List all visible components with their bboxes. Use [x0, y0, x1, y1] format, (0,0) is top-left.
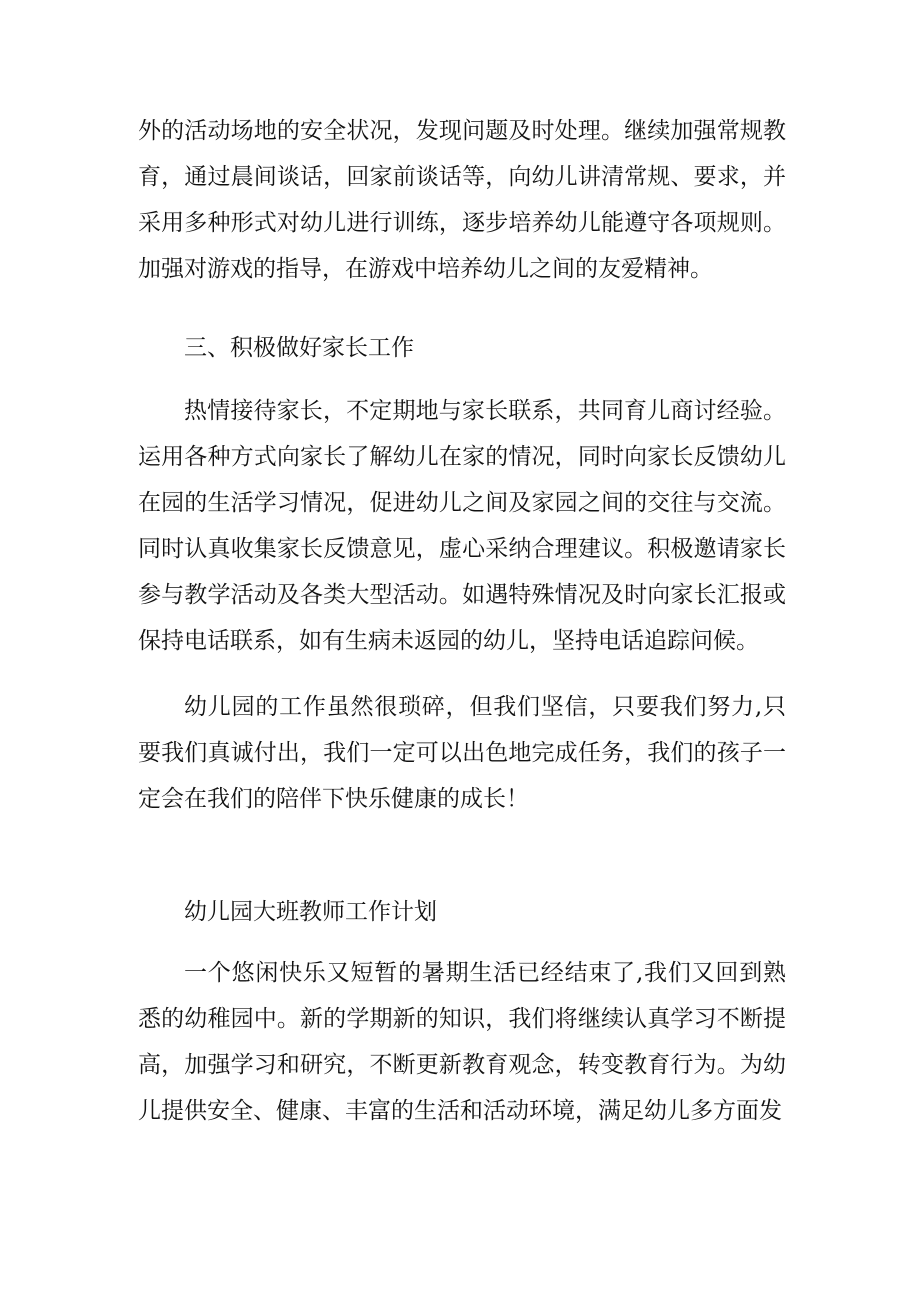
paragraph-plan-intro: 一个悠闲快乐又短暂的暑期生活已经结束了,我们又回到熟悉的幼稚园中。新的学期新的知识，我们将继续认真学习不断提高，加强学习和研究，不断更新教育观念，转变教育行为。为幼儿提供安全、健康、丰富的生活和活动环境，满足幼儿多方面发	[138, 960, 786, 1124]
section-heading-parent-work: 三、积极做好家长工作	[184, 335, 414, 361]
paragraph-safety-routine: 外的活动场地的安全状况，发现问题及时处理。继续加强常规教育，通过晨间谈话，回家前谈话等，向幼儿讲清常规、要求，并采用多种形式对幼儿进行训练，逐步培养幼儿能遵守各项规则。加强对游戏的指导，在游戏中培养幼儿之间的友爱精神。	[138, 118, 786, 282]
document-title-plan: 幼儿园大班教师工作计划	[184, 899, 437, 925]
paragraph-parent-work: 热情接待家长，不定期地与家长联系，共同育儿商讨经验。运用各种方式向家长了解幼儿在家的情况，同时向家长反馈幼儿在园的生活学习情况，促进幼儿之间及家园之间的交往与交流。同时认真收集家长反馈意见，虚心采纳合理建议。积极邀请家长参与教学活动及各类大型活动。如遇特殊情况及时向家长汇报或保持电话联系，如有生病未返园的幼儿，坚持电话追踪问候。	[138, 398, 786, 654]
paragraph-closing: 幼儿园的工作虽然很琐碎，但我们坚信，只要我们努力,只要我们真诚付出，我们一定可以出色地完成任务，我们的孩子一定会在我们的陪伴下快乐健康的成长！	[138, 694, 786, 812]
